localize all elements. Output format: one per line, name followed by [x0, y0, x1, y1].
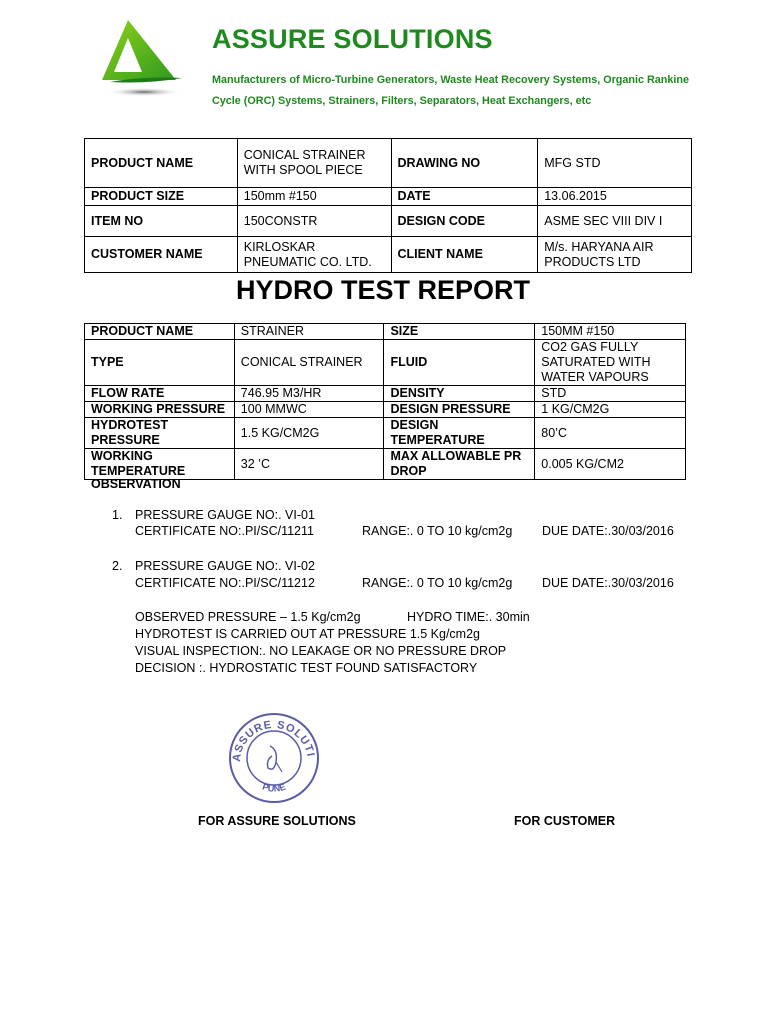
certificate-line: CERTIFICATE NO:.PI/SC/11212 [135, 576, 315, 590]
value-fluid [535, 340, 686, 386]
company-stamp [226, 710, 322, 806]
value-date: 13.06.2015 [538, 188, 692, 206]
table-row [85, 402, 686, 418]
list-item-number: 2. [112, 559, 123, 573]
label-drawing-no: DRAWING NO [391, 139, 538, 188]
value-customer-name [237, 237, 391, 273]
value-working-temperature: 32 ’C [234, 449, 384, 480]
label-client-name: CLIENT NAME [391, 237, 538, 273]
range-line: RANGE:. 0 TO 10 kg/cm2g [362, 576, 513, 590]
value-design-temperature: 80’C [535, 418, 686, 449]
table-row [85, 340, 686, 386]
label-date: DATE [391, 188, 538, 206]
observed-pressure-line: OBSERVED PRESSURE – 1.5 Kg/cm2g [135, 610, 361, 624]
value-type: CONICAL STRAINER [234, 340, 384, 386]
value-design-code: ASME SEC VIII DIV I [538, 206, 692, 237]
label-product-name: PRODUCT NAME [85, 139, 238, 188]
table-row [85, 188, 692, 206]
hydro-time-line: HYDRO TIME:. 30min [407, 610, 530, 624]
tagline-line-1: Manufacturers of Micro-Turbine Generators, Waste Heat Recovery Systems, Organic Rankine [212, 74, 690, 86]
value-density: STD [535, 386, 686, 402]
company-logo [98, 18, 186, 100]
table-row [85, 237, 692, 273]
list-item-number: 1. [112, 508, 123, 522]
label-line: WORKING [91, 449, 153, 463]
label-type: TYPE [85, 340, 235, 386]
decision-line: DECISION :. HYDROSTATIC TEST FOUND SATISFACTORY [135, 661, 478, 675]
label-line: HYDROTEST [91, 418, 169, 432]
label-working-temperature [85, 449, 235, 480]
label-line: PRESSURE [91, 433, 160, 447]
label-design-pressure: DESIGN PRESSURE [384, 402, 535, 418]
value-hydrotest-pressure: 1.5 KG/CM2G [234, 418, 384, 449]
value-line: CO2 GAS FULLY [541, 340, 639, 354]
label-product-size: PRODUCT SIZE [85, 188, 238, 206]
company-tagline [212, 70, 690, 112]
table-row [85, 206, 692, 237]
report-title-text: HYDRO TEST REPORT [235, 275, 531, 305]
label-design-temperature [384, 418, 535, 449]
table-row [85, 139, 692, 188]
label-product-name: PRODUCT NAME [85, 324, 235, 340]
label-customer-name: CUSTOMER NAME [85, 237, 238, 273]
hydrotest-line: HYDROTEST IS CARRIED OUT AT PRESSURE 1.5 Kg/cm2g [135, 627, 481, 641]
label-line: DESIGN [390, 418, 439, 432]
value-line: WITH SPOOL PIECE [243, 163, 363, 177]
label-line: DROP [390, 464, 427, 478]
certificate-line: CERTIFICATE NO:.PI/SC/11211 [135, 524, 314, 538]
due-date-line: DUE DATE:.30/03/2016 [542, 524, 674, 538]
observation-label: OBSERVATION [91, 477, 181, 491]
tagline-line-2: Cycle (ORC) Systems, Strainers, Filters, Separators, Heat Exchangers, etc [212, 95, 592, 107]
hydro-test-table [84, 323, 686, 480]
label-item-no: ITEM NO [85, 206, 238, 237]
label-line: MAX ALLOWABLE PR [390, 449, 522, 463]
value-product-size: 150mm #150 [237, 188, 391, 206]
table-row [85, 386, 686, 402]
gauge-line: PRESSURE GAUGE NO:. VI-01 [135, 508, 315, 522]
stamp-outer-text: ASSURE SOLUTI [230, 718, 317, 763]
value-line: SATURATED WITH [541, 355, 651, 369]
table-row [85, 449, 686, 480]
table-row [85, 418, 686, 449]
label-hydrotest-pressure [85, 418, 235, 449]
label-design-code: DESIGN CODE [391, 206, 538, 237]
stamp-seal-icon [226, 710, 322, 806]
stamp-city-text: PUNE [261, 781, 287, 794]
range-line: RANGE:. 0 TO 10 kg/cm2g [362, 524, 513, 538]
triangle-logo-icon [98, 18, 186, 100]
company-name: ASSURE SOLUTIONS [212, 24, 493, 54]
value-client-name [538, 237, 692, 273]
product-info-table [84, 138, 692, 273]
value-line: PNEUMATIC CO. LTD. [243, 254, 372, 269]
value-product-name [237, 139, 391, 188]
value-max-allowable-pr-drop: 0.005 KG/CM2 [535, 449, 686, 480]
value-line: KIRLOSKAR [243, 239, 316, 254]
due-date-line: DUE DATE:.30/03/2016 [542, 576, 674, 590]
value-item-no: 150CONSTR [237, 206, 391, 237]
value-flow-rate: 746.95 M3/HR [234, 386, 384, 402]
value-working-pressure: 100 MMWC [234, 402, 384, 418]
report-title [0, 275, 768, 306]
label-density: DENSITY [384, 386, 535, 402]
label-max-allowable-pr-drop [384, 449, 535, 480]
value-line: WATER VAPOURS [541, 370, 649, 384]
value-line: M/s. HARYANA AIR [544, 239, 654, 254]
value-line: CONICAL STRAINER [243, 148, 366, 162]
for-customer: FOR CUSTOMER [514, 814, 616, 828]
for-assure-solutions: FOR ASSURE SOLUTIONS [198, 814, 356, 828]
label-flow-rate: FLOW RATE [85, 386, 235, 402]
table-row [85, 324, 686, 340]
label-fluid: FLUID [384, 340, 535, 386]
value-drawing-no: MFG STD [538, 139, 692, 188]
label-line: TEMPERATURE [91, 464, 186, 478]
value-size: 150MM #150 [535, 324, 686, 340]
value-line: PRODUCTS LTD [544, 254, 641, 269]
label-working-pressure: WORKING PRESSURE [85, 402, 235, 418]
visual-inspection-line: VISUAL INSPECTION:. NO LEAKAGE OR NO PRESSURE DROP [135, 644, 507, 658]
gauge-line: PRESSURE GAUGE NO:. VI-02 [135, 559, 315, 573]
value-design-pressure: 1 KG/CM2G [535, 402, 686, 418]
label-size: SIZE [384, 324, 535, 340]
label-line: TEMPERATURE [390, 433, 485, 447]
value-product-name: STRAINER [234, 324, 384, 340]
